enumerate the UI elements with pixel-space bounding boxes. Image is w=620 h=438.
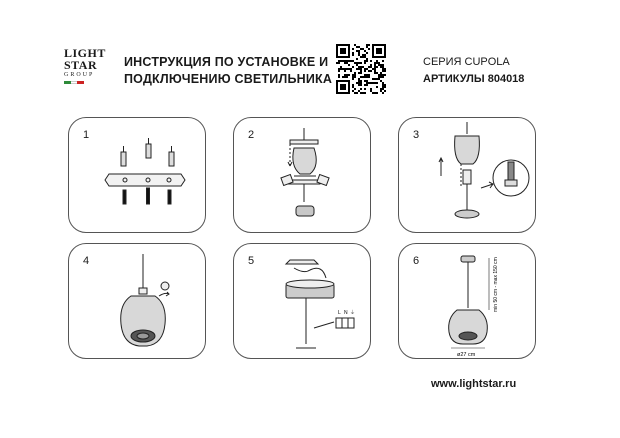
shade-mounting-illustration — [69, 244, 207, 360]
dimensions-illustration — [399, 244, 537, 360]
mounting-bracket-illustration — [69, 118, 207, 234]
step-number: 1 — [83, 129, 90, 141]
title-line-2: ПОДКЛЮЧЕНИЮ СВЕТИЛЬНИКА — [124, 72, 333, 86]
height-label: min 50 cm - max 150 cm — [493, 257, 499, 312]
bulb-installation-illustration — [399, 118, 537, 234]
wiring-illustration — [234, 244, 372, 360]
canopy-assembly-illustration — [234, 118, 372, 234]
wire-label-n: N — [344, 310, 348, 316]
page-title — [124, 54, 332, 88]
logo-line-3: GROUP — [64, 72, 95, 78]
qr-code-icon — [336, 44, 386, 94]
website-link[interactable]: www.lightstar.ru — [431, 378, 517, 390]
step-3-panel — [398, 117, 536, 233]
series-name: СЕРИЯ CUPOLA — [423, 56, 510, 68]
step-number: 4 — [83, 255, 90, 267]
step-2-panel — [233, 117, 371, 233]
dowel-icon — [169, 146, 174, 166]
logo-line-2: STAR — [64, 58, 98, 72]
step-number: 2 — [248, 129, 255, 141]
wire-label-ground: ⏚ — [350, 310, 356, 316]
step-number: 5 — [248, 255, 255, 267]
step-5-panel — [233, 243, 371, 359]
logo-line-1: LIGHT — [64, 46, 106, 60]
step-number: 6 — [413, 255, 420, 267]
diameter-label: ø27 cm — [457, 352, 476, 358]
italian-flag-icon — [64, 81, 84, 84]
title-line-1: ИНСТРУКЦИЯ ПО УСТАНОВКЕ И — [124, 55, 329, 69]
wire-label-l: L — [338, 310, 341, 316]
article-numbers: АРТИКУЛЫ 804018 — [423, 73, 525, 85]
dowel-icon — [146, 138, 151, 158]
dowel-icon — [121, 146, 126, 166]
step-number: 3 — [413, 129, 420, 141]
step-1-panel — [68, 117, 206, 233]
brand-logo — [64, 47, 108, 84]
step-6-panel — [398, 243, 536, 359]
series-info — [423, 54, 524, 88]
step-4-panel — [68, 243, 206, 359]
